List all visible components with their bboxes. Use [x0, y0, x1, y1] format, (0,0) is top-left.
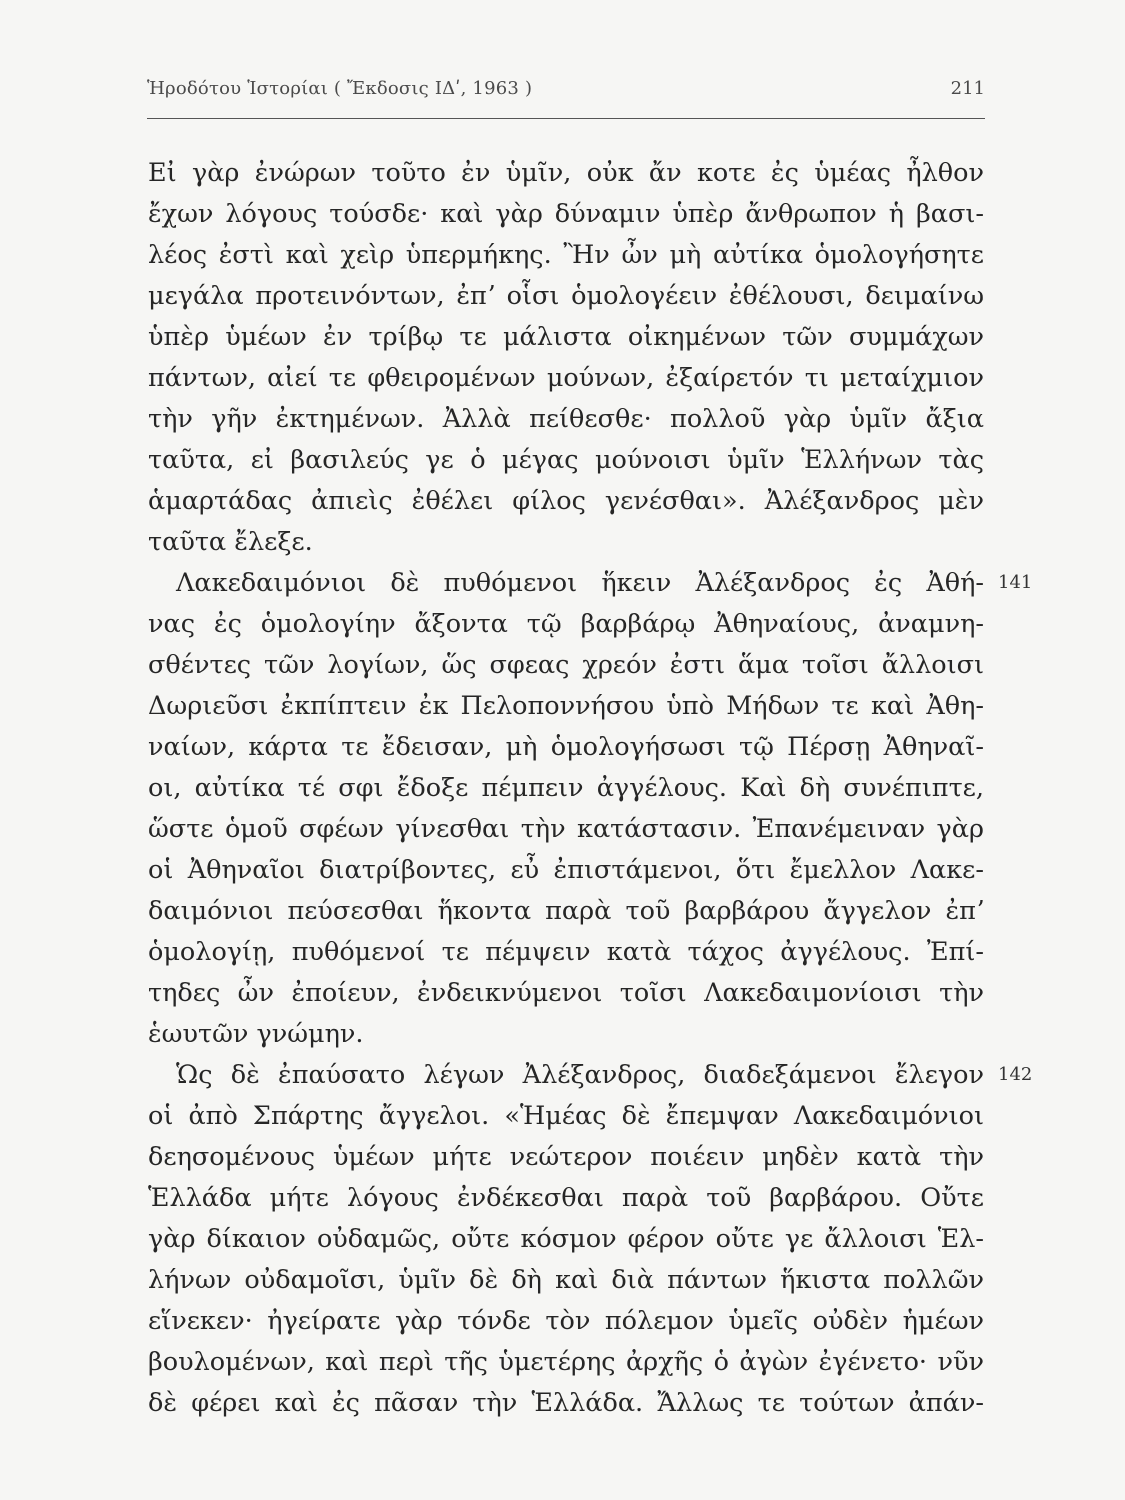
text-line: μεγάλα προτεινόντων, ἐπʼ οἷσι ὁμολογέειν ἐθέλουσι, δειμαίνω — [148, 281, 984, 311]
text-line: Δωριεῦσι ἐκπίπτειν ἐκ Πελοποννήσου ὑπὸ Μήδων τε καὶ Ἀθη- — [148, 691, 984, 721]
text-line: γὰρ δίκαιον οὐδαμῶς, οὔτε κόσμον φέρον οὔτε γε ἄλλοισι Ἑλ- — [148, 1224, 984, 1254]
text-line: λήνων οὐδαμοῖσι, ὑμῖν δὲ δὴ καὶ διὰ πάντων ἥκιστα πολλῶν — [148, 1265, 984, 1295]
text-line: ταῦτα, εἰ βασιλεύς γε ὁ μέγας μούνοισι ὑμῖν Ἑλλήνων τὰς — [148, 445, 984, 475]
text-line: λέος ἐστὶ καὶ χεὶρ ὑπερμήκης. Ἢν ὦν μὴ αὐτίκα ὁμολογήσητε — [148, 240, 984, 270]
text-line: βουλομένων, καὶ περὶ τῆς ὑμετέρης ἀρχῆς ὁ ἀγὼν ἐγένετο· νῦν — [148, 1347, 984, 1377]
text-line: ἔχων λόγους τούσδε· καὶ γὰρ δύναμιν ὑπὲρ ἄνθρωπον ἡ βασι- — [148, 199, 984, 229]
text-line: δὲ φέρει καὶ ἐς πᾶσαν τὴν Ἑλλάδα. Ἄλλως τε τούτων ἀπάν- — [148, 1388, 984, 1418]
text-line: ναίων, κάρτα τε ἔδεισαν, μὴ ὁμολογήσωσι τῷ Πέρσῃ Ἀθηναῖ- — [148, 732, 984, 762]
text-line: νας ἐς ὁμολογίην ἄξοντα τῷ βαρβάρῳ Ἀθηναίους, ἀναμνη- — [148, 609, 984, 639]
text-line: τηδες ὦν ἐποίευν, ἐνδεικνύμενοι τοῖσι Λακεδαιμονίοισι τὴν — [148, 978, 984, 1008]
text-line: οἱ ἀπὸ Σπάρτης ἄγγελοι. «Ἡμέας δὲ ἔπεμψαν Λακεδαιμόνιοι — [148, 1101, 984, 1131]
text-line: δαιμόνιοι πεύσεσθαι ἥκοντα παρὰ τοῦ βαρβάρου ἄγγελον ἐπʼ — [148, 896, 984, 926]
text-line: ταῦτα ἔλεξε. — [148, 527, 313, 557]
section-number-142: 142 — [998, 1064, 1033, 1085]
text-line: Ἑλλάδα μήτε λόγους ἐνδέκεσθαι παρὰ τοῦ βαρβάρου. Οὔτε — [148, 1183, 984, 1213]
paragraph-start-line: Ὡς δὲ ἐπαύσατο λέγων Ἀλέξανδρος, διαδεξάμενοι ἔλεγον — [176, 1060, 984, 1090]
text-line: Εἰ γὰρ ἐνώρων τοῦτο ἐν ὑμῖν, οὐκ ἄν κοτε ἐς ὑμέας ἦλθον — [148, 158, 984, 188]
text-line: οἱ Ἀθηναῖοι διατρίβοντες, εὖ ἐπιστάμενοι, ὅτι ἔμελλον Λακε- — [148, 855, 984, 885]
text-line: οι, αὐτίκα τέ σφι ἔδοξε πέμπειν ἀγγέλους. Καὶ δὴ συνέπιπτε, — [148, 773, 984, 803]
paragraph-start-line: Λακεδαιμόνιοι δὲ πυθόμενοι ἥκειν Ἀλέξανδρος ἐς Ἀθή- — [176, 568, 984, 598]
text-line: εἵνεκεν· ἠγείρατε γὰρ τόνδε τὸν πόλεμον ὑμεῖς οὐδὲν ἡμέων — [148, 1306, 984, 1336]
text-line: τὴν γῆν ἐκτημένων. Ἀλλὰ πείθεσθε· πολλοῦ γὰρ ὑμῖν ἄξια — [148, 404, 984, 434]
page-number: 211 — [950, 78, 985, 99]
text-line: ὁμολογίῃ, πυθόμενοί τε πέμψειν κατὰ τάχος ἀγγέλους. Ἐπί- — [148, 937, 984, 967]
text-line: ὥστε ὁμοῦ σφέων γίνεσθαι τὴν κατάστασιν. Ἐπανέμειναν γὰρ — [148, 814, 984, 844]
text-line: δεησομένους ὑμέων μήτε νεώτερον ποιέειν μηδὲν κατὰ τὴν — [148, 1142, 984, 1172]
section-number-141: 141 — [998, 572, 1033, 593]
text-line: ὑπὲρ ὑμέων ἐν τρίβῳ τε μάλιστα οἰκημένων τῶν συμμάχων — [148, 322, 984, 352]
running-head-title: Ἡροδότου Ἱστορίαι ( Ἔκδοσις ΙΔʹ, 1963 ) — [147, 78, 533, 99]
text-line: πάντων, αἰεί τε φθειρομένων μούνων, ἐξαίρετόν τι μεταίχμιον — [148, 363, 984, 393]
running-header — [147, 78, 985, 119]
text-line: ἑωυτῶν γνώμην. — [148, 1019, 364, 1049]
text-line: ἁμαρτάδας ἀπιεὶς ἐθέλει φίλος γενέσθαι». Ἀλέξανδρος μὲν — [148, 486, 984, 516]
text-line: σθέντες τῶν λογίων, ὥς σφεας χρεόν ἐστι ἅμα τοῖσι ἄλλοισι — [148, 650, 984, 680]
